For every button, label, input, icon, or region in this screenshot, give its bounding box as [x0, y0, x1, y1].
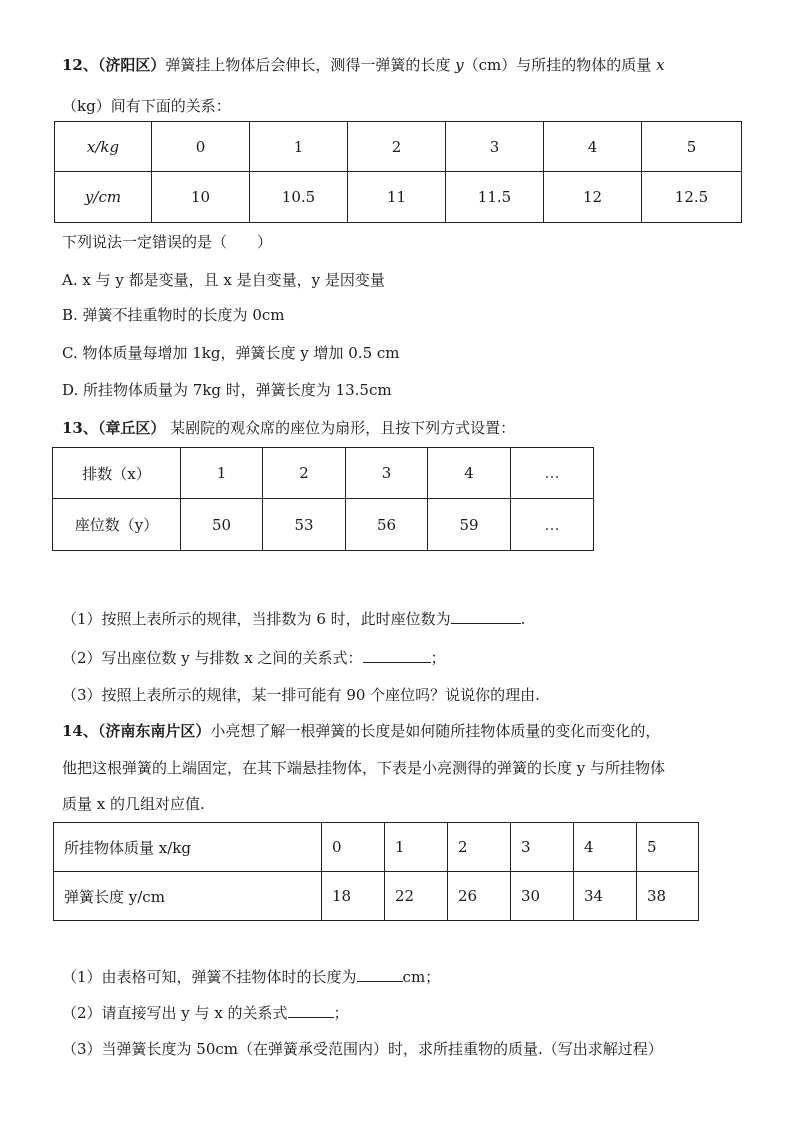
q12-title: 12、（济阳区） [62, 56, 166, 74]
q12-cell: 2 [348, 122, 446, 172]
q14-sub2: （2）请直接写出 y 与 x 的关系式 ； [62, 1004, 349, 1022]
q13-sub3: （3）按照上表所示的规律，某一排可能有 90 个座位吗？说说你的理由. [62, 686, 540, 704]
q12-cell: 5 [642, 122, 742, 172]
q14-cell: 18 [322, 872, 385, 921]
q13-cell: 59 [428, 499, 511, 551]
q14-cell: 30 [511, 872, 574, 921]
q14-cell: 1 [385, 823, 448, 872]
q14-cell: 34 [574, 872, 637, 921]
q12-cell: 3 [446, 122, 544, 172]
q13-cell: 50 [181, 499, 263, 551]
answer-blank [357, 966, 403, 982]
q13-cell: 3 [346, 448, 428, 499]
q14-sub3: （3）当弹簧长度为 50cm（在弹簧承受范围内）时，求所挂重物的质量.（写出求解过程） [62, 1040, 663, 1058]
q14-cell: 2 [448, 823, 511, 872]
q14-stem-line2: 他把这根弹簧的上端固定，在其下端悬挂物体，下表是小亮测得的弹簧的长度 y 与所挂物体 [62, 759, 666, 777]
q12-row-label-y: y/cm [55, 172, 152, 223]
q14-table-row-y [54, 872, 699, 921]
q14-title: 14、（济南东南片区） [62, 722, 211, 740]
q12-cell: 4 [544, 122, 642, 172]
q13-table-row-rows [53, 448, 594, 499]
q14-cell: 5 [637, 823, 699, 872]
q14-cell: 26 [448, 872, 511, 921]
q13-sub1: （1）按照上表所示的规律，当排数为 6 时，此时座位数为 . [62, 610, 526, 628]
answer-blank [288, 1002, 334, 1018]
q13-cell: 2 [263, 448, 346, 499]
q12-row-label-x: x/kg [55, 122, 152, 172]
q13-cell: … [511, 448, 594, 499]
q14-table-row-x [54, 823, 699, 872]
q12-cell: 12.5 [642, 172, 742, 223]
q13-cell: 1 [181, 448, 263, 499]
q14-cell: 22 [385, 872, 448, 921]
q12-prompt: 下列说法一定错误的是（ ） [62, 233, 273, 251]
q13-cell: 56 [346, 499, 428, 551]
q12-cell: 11 [348, 172, 446, 223]
q12-option-d: D. 所挂物体质量为 7kg 时，弹簧长度为 13.5cm [62, 381, 392, 399]
q12-cell: 10.5 [250, 172, 348, 223]
answer-blank [451, 608, 521, 624]
q13-title: 13、（章丘区） [62, 419, 166, 437]
q13-row-label-rows: 排数（x） [53, 448, 181, 499]
q14-stem-line3: 质量 x 的几组对应值. [62, 795, 205, 813]
q14-row-label-x: 所挂物体质量 x/kg [54, 823, 322, 872]
q12-cell: 1 [250, 122, 348, 172]
q12-option-b: B. 弹簧不挂重物时的长度为 0cm [62, 306, 285, 324]
q14-cell: 38 [637, 872, 699, 921]
q13-stem: 13、（章丘区） 某剧院的观众席的座位为扇形，且按下列方式设置： [62, 419, 516, 437]
q14-sub1: （1）由表格可知，弹簧不挂物体时的长度为 cm； [62, 968, 441, 986]
q13-table-row-seats [53, 499, 594, 551]
q13-table [52, 447, 594, 551]
q12-option-a: A. x 与 y 都是变量，且 x 是自变量，y 是因变量 [62, 271, 385, 289]
q13-cell: … [511, 499, 594, 551]
q13-cell: 53 [263, 499, 346, 551]
q12-table-row-x [55, 122, 742, 172]
q12-stem-line2: （kg）间有下面的关系： [62, 97, 231, 115]
q14-cell: 0 [322, 823, 385, 872]
q13-cell: 4 [428, 448, 511, 499]
q12-stem-line1: 12、（济阳区）弹簧挂上物体后会伸长，测得一弹簧的长度 y（cm）与所挂的物体的质量 x [62, 56, 665, 74]
q13-row-label-seats: 座位数（y） [53, 499, 181, 551]
q14-cell: 4 [574, 823, 637, 872]
q12-table-row-y [55, 172, 742, 223]
q12-cell: 12 [544, 172, 642, 223]
q13-sub2: （2）写出座位数 y 与排数 x 之间的关系式： ； [62, 649, 446, 667]
q12-cell: 10 [152, 172, 250, 223]
q14-cell: 3 [511, 823, 574, 872]
q12-cell: 11.5 [446, 172, 544, 223]
q12-table [54, 121, 742, 223]
answer-blank [363, 647, 431, 663]
q12-option-c: C. 物体质量每增加 1kg，弹簧长度 y 增加 0.5 cm [62, 344, 400, 362]
q14-stem-line1: 14、（济南东南片区）小亮想了解一根弹簧的长度是如何随所挂物体质量的变化而变化的， [62, 722, 661, 740]
q14-row-label-y: 弹簧长度 y/cm [54, 872, 322, 921]
q12-cell: 0 [152, 122, 250, 172]
q14-table [53, 822, 699, 921]
